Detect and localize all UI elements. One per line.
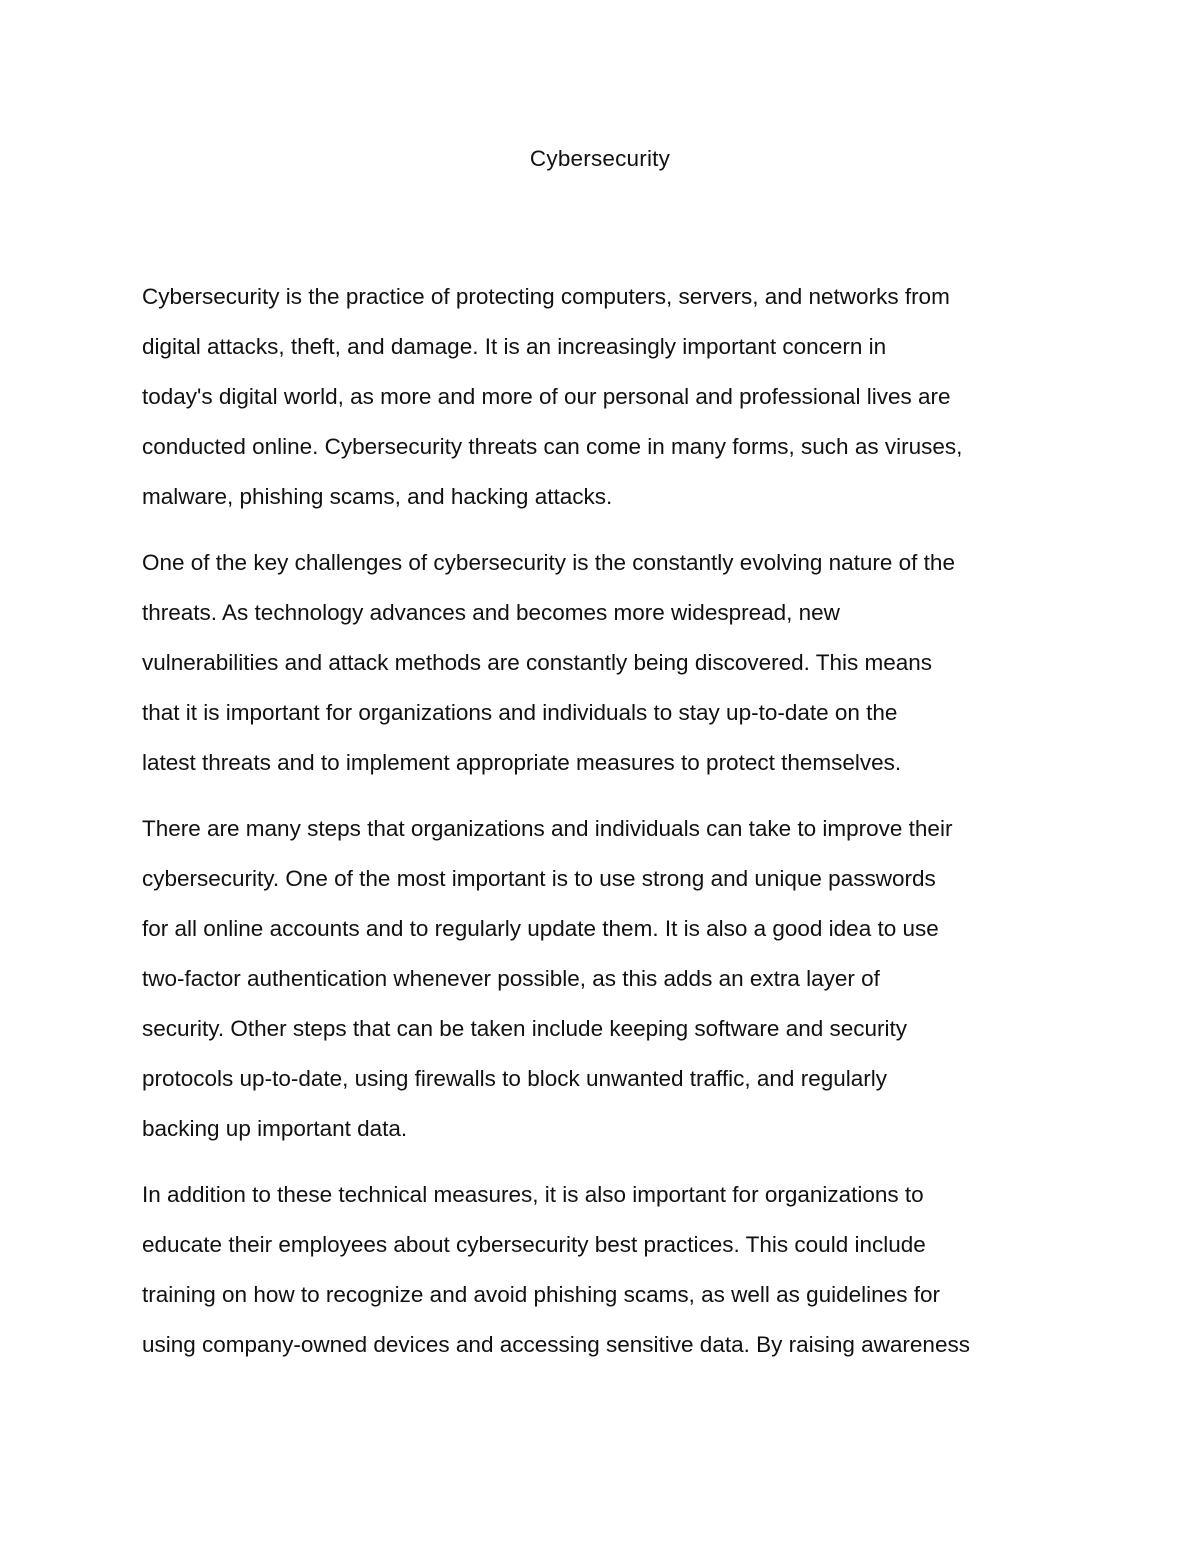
text-line: conducted online. Cybersecurity threats can come in many forms, such as viruses, — [142, 434, 963, 459]
text-line: There are many steps that organizations and individuals can take to improve their — [142, 816, 953, 841]
text-line: two-factor authentication whenever possible, as this adds an extra layer of — [142, 966, 880, 991]
text-line: backing up important data. — [142, 1116, 408, 1141]
text-line: protocols up-to-date, using firewalls to block unwanted traffic, and regularly — [142, 1066, 887, 1091]
text-line: educate their employees about cybersecurity best practices. This could include — [142, 1232, 926, 1257]
text-line: One of the key challenges of cybersecurity is the constantly evolving nature of the — [142, 550, 955, 575]
paragraph-3 — [142, 804, 1072, 1154]
document-body — [142, 272, 1072, 1386]
text-line: digital attacks, theft, and damage. It is an increasingly important concern in — [142, 334, 887, 359]
text-line: vulnerabilities and attack methods are constantly being discovered. This means — [142, 650, 933, 675]
text-line: Cybersecurity is the practice of protecting computers, servers, and networks from — [142, 284, 950, 309]
text-line: using company-owned devices and accessing sensitive data. By raising awareness — [142, 1332, 970, 1357]
text-line: for all online accounts and to regularly update them. It is also a good idea to use — [142, 916, 939, 941]
document-title: Cybersecurity — [529, 146, 671, 171]
text-line: cybersecurity. One of the most important is to use strong and unique passwords — [142, 866, 936, 891]
text-line: training on how to recognize and avoid phishing scams, as well as guidelines for — [142, 1282, 940, 1307]
text-line: malware, phishing scams, and hacking attacks. — [142, 484, 613, 509]
text-line: threats. As technology advances and becomes more widespread, new — [142, 600, 840, 625]
paragraph-4 — [142, 1170, 1072, 1370]
text-line: today's digital world, as more and more of our personal and professional lives are — [142, 384, 951, 409]
text-line: that it is important for organizations and individuals to stay up-to-date on the — [142, 700, 898, 725]
text-line: security. Other steps that can be taken include keeping software and security — [142, 1016, 907, 1041]
text-line: latest threats and to implement appropriate measures to protect themselves. — [142, 750, 902, 775]
paragraph-2 — [142, 538, 1072, 788]
paragraph-1 — [142, 272, 1072, 522]
text-line: In addition to these technical measures, it is also important for organizations to — [142, 1182, 924, 1207]
